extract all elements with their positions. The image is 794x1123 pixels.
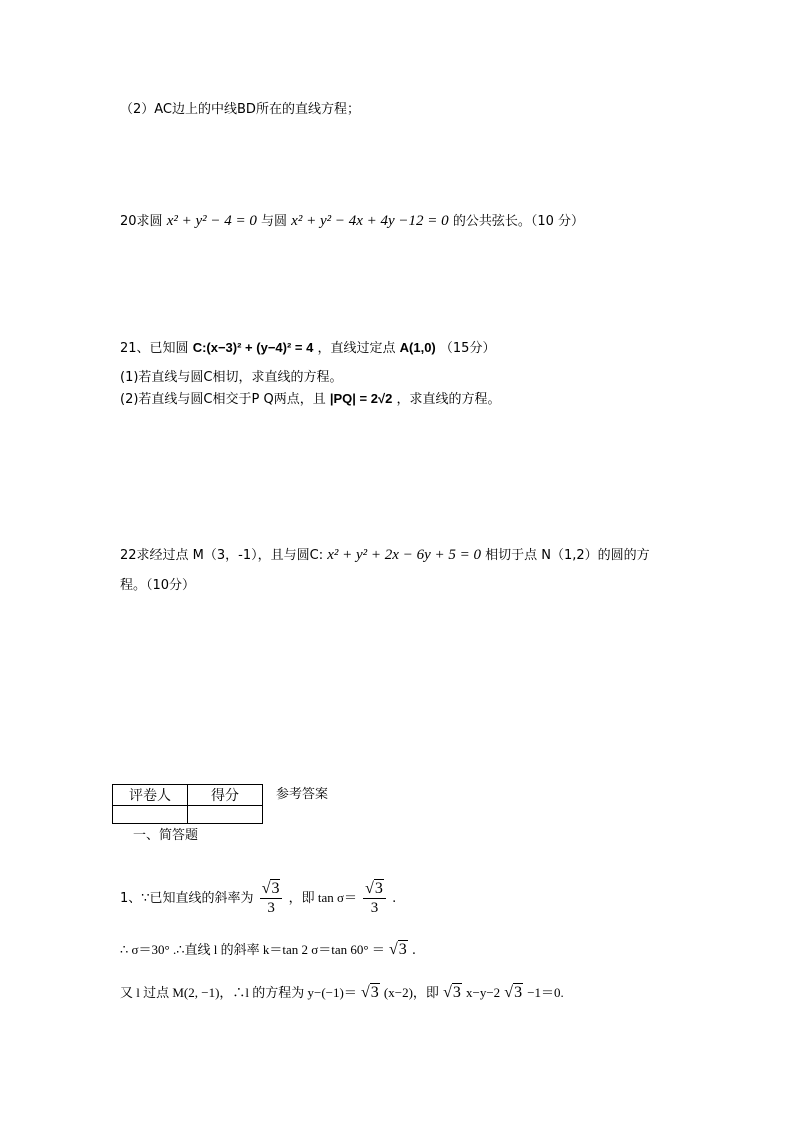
sqrt-3: √3 — [443, 984, 461, 1001]
q21-part2: (2)若直线与圆C相交于P Q两点，且 |PQ| = 2√2 ，求直线的方程。 — [120, 391, 501, 407]
answer-1-line1: 1、∵已知直线的斜率为 $\frac{√3}{3}$ ，即 tan σ＝ $\frac{√3}{3}$ . — [120, 880, 397, 916]
score-table — [112, 784, 263, 824]
q19-part2: （2）AC边上的中线BD所在的直线方程； — [120, 102, 360, 117]
answer-1-line2: ∴ σ＝30° .∴直线 l 的斜率 k＝tan 2 σ＝tan 60° ＝ √3 . — [120, 941, 417, 958]
sqrt-3: √3 — [504, 984, 523, 1001]
q22-circle-equation: x² + y² + 2x − 6y + 5 = 0 — [327, 547, 481, 563]
q22-line2: 程。（10分） — [120, 578, 196, 593]
q20: 20求圆 x² + y² − 4 = 0 与圆 x² + y² − 4x + 4y −12 = 0 的公共弦长。（10 分） — [120, 213, 584, 229]
grader-header: 评卷人 — [113, 785, 188, 806]
q21: 21、已知圆 C:(x−3)² + (y−4)² = 4 ，直线过定点 A(1,0) （15分） — [120, 340, 496, 356]
grader-cell — [113, 806, 188, 824]
q22: 22求经过点 M（3，-1），且与圆C: x² + y² + 2x − 6y + 5 = 0 相切于点 N（1,2）的圆的方 — [120, 547, 650, 563]
score-header: 得分 — [188, 785, 263, 806]
q21-point: A(1,0) — [399, 340, 436, 355]
section-title: 一、简答题 — [133, 828, 199, 843]
answer-1-line3: 又 l 过点 M(2, −1)，∴l 的方程为 y−(−1)＝ √3 (x−2)，即 √3 x−y−2 √3 −1＝0. — [120, 984, 564, 1001]
answer-title: 参考答案 — [276, 787, 329, 802]
slope-fraction: $\frac{√3}{3}$ — [260, 880, 283, 917]
sqrt-3: √3 — [361, 984, 379, 1001]
q21-pq-length: |PQ| = 2√2 — [329, 391, 393, 406]
q20-equation-1: x² + y² − 4 = 0 — [166, 213, 257, 229]
q21-circle-equation: C:(x−3)² + (y−4)² = 4 — [192, 340, 314, 355]
score-cell — [188, 806, 263, 824]
q20-equation-2: x² + y² − 4x + 4y −12 = 0 — [291, 213, 449, 229]
tan-fraction: $\frac{√3}{3}$ — [363, 880, 386, 917]
sqrt-3: √3 — [388, 941, 407, 958]
q21-part1: (1)若直线与圆C相切，求直线的方程。 — [120, 370, 343, 385]
